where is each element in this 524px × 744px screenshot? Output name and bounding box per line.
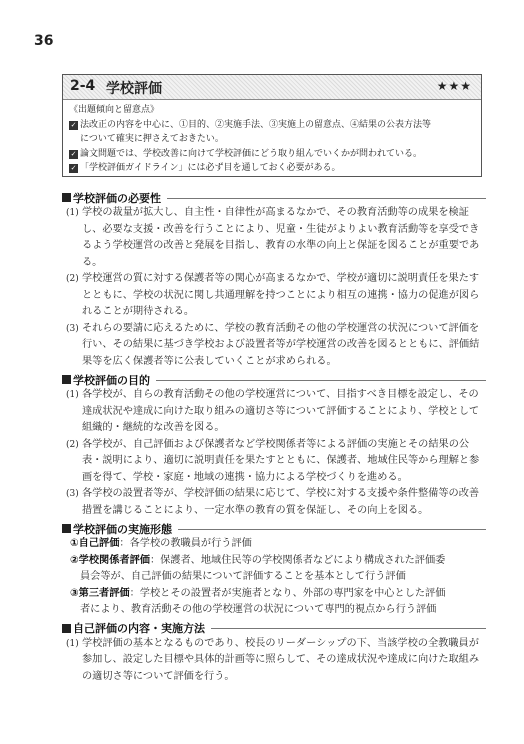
numbered-paragraph <box>62 636 486 686</box>
paragraph-number: (1) <box>66 390 79 400</box>
evaluation-form-text: ：保護者、地域住民等の学校関係者などにより構成された評価委 <box>149 554 446 566</box>
heading-rule <box>156 380 486 381</box>
evaluation-form-label: ③第三者評価 <box>70 587 130 599</box>
numbered-paragraph <box>62 437 486 487</box>
section-heading <box>62 621 486 636</box>
section-heading-text: 学校評価の必要性 <box>73 191 161 205</box>
paragraph-text: それらの要請に応えるために、学校の教育活動その他の学校運営の状況について評価を行い、その結果に基づき学校および設置者等が学校運営の改善を図るとともに、評価結果等を広く保護者等に公表していくことが求められる。 <box>82 322 480 367</box>
heading-rule <box>211 628 486 629</box>
paragraph-number: (3) <box>66 323 79 334</box>
numbered-paragraph <box>62 387 486 437</box>
paragraph-number: (2) <box>66 439 79 450</box>
paragraph-number: (1) <box>66 638 79 649</box>
numbered-paragraph <box>62 486 486 519</box>
paragraph-text: 学校の裁量が拡大し、自主性・自律性が高まるなかで、その教育活動等の成果を検証し、必要な支援・改善を行うことにより、児童・生徒がよりよい教育活動等を享受できるよう学校運営の改善と発展を目指し、教育の水準の向上と保証を図ることが重要である。 <box>82 207 480 268</box>
paragraph-text: 各学校が、自らの教育活動その他の学校運営について、目指すべき目標を設定し、その達成状況や達成に向けた取り組みの適切さ等について評価することにより、学校として組織的・継続的な改善を図る。 <box>82 389 480 433</box>
evaluation-form-text: ：各学校の教職員が行う評価 <box>119 538 252 549</box>
paragraph-number: (1) <box>66 208 79 218</box>
evaluation-form-label: ②学校関係者評価 <box>70 554 150 566</box>
check-mark-icon: ✓ <box>70 149 77 158</box>
main-content <box>62 188 486 685</box>
section-heading-text: 学校評価の目的 <box>73 373 150 387</box>
topic-title: 学校評価 <box>106 81 162 97</box>
page-number: 36 <box>34 33 54 49</box>
section-heading <box>62 521 486 536</box>
section-heading <box>62 372 486 387</box>
topic-box <box>62 74 482 177</box>
numbered-paragraph <box>62 271 486 321</box>
evaluation-form-item <box>62 586 486 619</box>
heading-rule <box>167 198 486 199</box>
check-mark-icon: ✓ <box>70 120 77 129</box>
paragraph-text: 各学校の設置者等が、学校評価の結果に応じて、学校に対する支援や条件整備等の改善措置を講じることにより、一定水準の教育の質を保証し、その向上を図る。 <box>82 488 480 516</box>
square-bullet-icon <box>62 524 71 533</box>
section-heading-text: 学校評価の実施形態 <box>73 522 172 536</box>
topic-number: 2-4 <box>70 78 96 94</box>
importance-stars: ★★★ <box>436 79 472 93</box>
evaluation-form-text: 員会等が、自己評価の結果について評価することを基本として行う評価 <box>80 571 406 582</box>
topic-point-text: 論文問題では、学校改善に向けて学校評価にどう取り組んでいくかが問われている。 <box>80 148 423 159</box>
paragraph-text: 学校評価の基本となるものであり、校長のリーダーシップの下、当該学校の全教職員が参加し、設定した目標や具体的計画等に照らして、その達成状況や達成に向けた取組みの適切さ等について評価を行う。 <box>82 637 480 682</box>
heading-rule <box>178 529 486 530</box>
numbered-paragraph <box>62 321 486 371</box>
section-heading-text: 自己評価の内容・実施方法 <box>73 622 205 635</box>
square-bullet-icon <box>62 375 71 384</box>
section-heading <box>62 190 486 205</box>
topic-body <box>63 100 481 176</box>
square-bullet-icon <box>62 624 71 633</box>
topic-subtitle: 《出題傾向と留意点》 <box>69 105 160 115</box>
numbered-paragraph <box>62 205 486 271</box>
evaluation-form-text: ：学校とその設置者が実施者となり、外部の専門家を中心とした評価 <box>129 587 446 599</box>
square-bullet-icon <box>62 193 71 202</box>
topic-point <box>69 147 473 162</box>
paragraph-text: 学校運営の質に対する保護者等の関心が高まるなかで、学校が適切に説明責任を果たすとともに、学校の状況に関し共通理解を持つことにより相互の連携・協力の促進が図られることが期待される。 <box>82 273 480 317</box>
evaluation-form-item <box>62 536 486 553</box>
topic-point-text: について確実に押さえておきたい。 <box>80 134 224 144</box>
evaluation-form-label: ①自己評価 <box>70 538 120 549</box>
evaluation-form-item <box>62 553 486 586</box>
topic-point-text: 法改正の内容を中心に、①目的、②実施手法、③実施上の留意点、④結果の公表方法等 <box>80 119 432 130</box>
paragraph-number: (3) <box>66 489 79 499</box>
topic-header <box>63 75 481 100</box>
evaluation-form-text: 者により、教育活動その他の学校運営の状況について専門的視点から行う評価 <box>80 604 437 615</box>
topic-point-text: 「学校評価ガイドライン」には必ず目を通しておく必要がある。 <box>80 163 341 173</box>
paragraph-number: (2) <box>66 274 79 284</box>
paragraph-text: 各学校が、自己評価および保護者など学校関係者等による評価の実施とその結果の公表・説明により、適切に説明責任を果たすとともに、保護者、地域住民等から理解と参画を得て、学校・家庭・地域の連携・協力による学校づくりを進める。 <box>82 438 480 483</box>
check-mark-icon: ✓ <box>70 164 77 172</box>
topic-point <box>69 161 473 176</box>
topic-point <box>69 118 473 147</box>
